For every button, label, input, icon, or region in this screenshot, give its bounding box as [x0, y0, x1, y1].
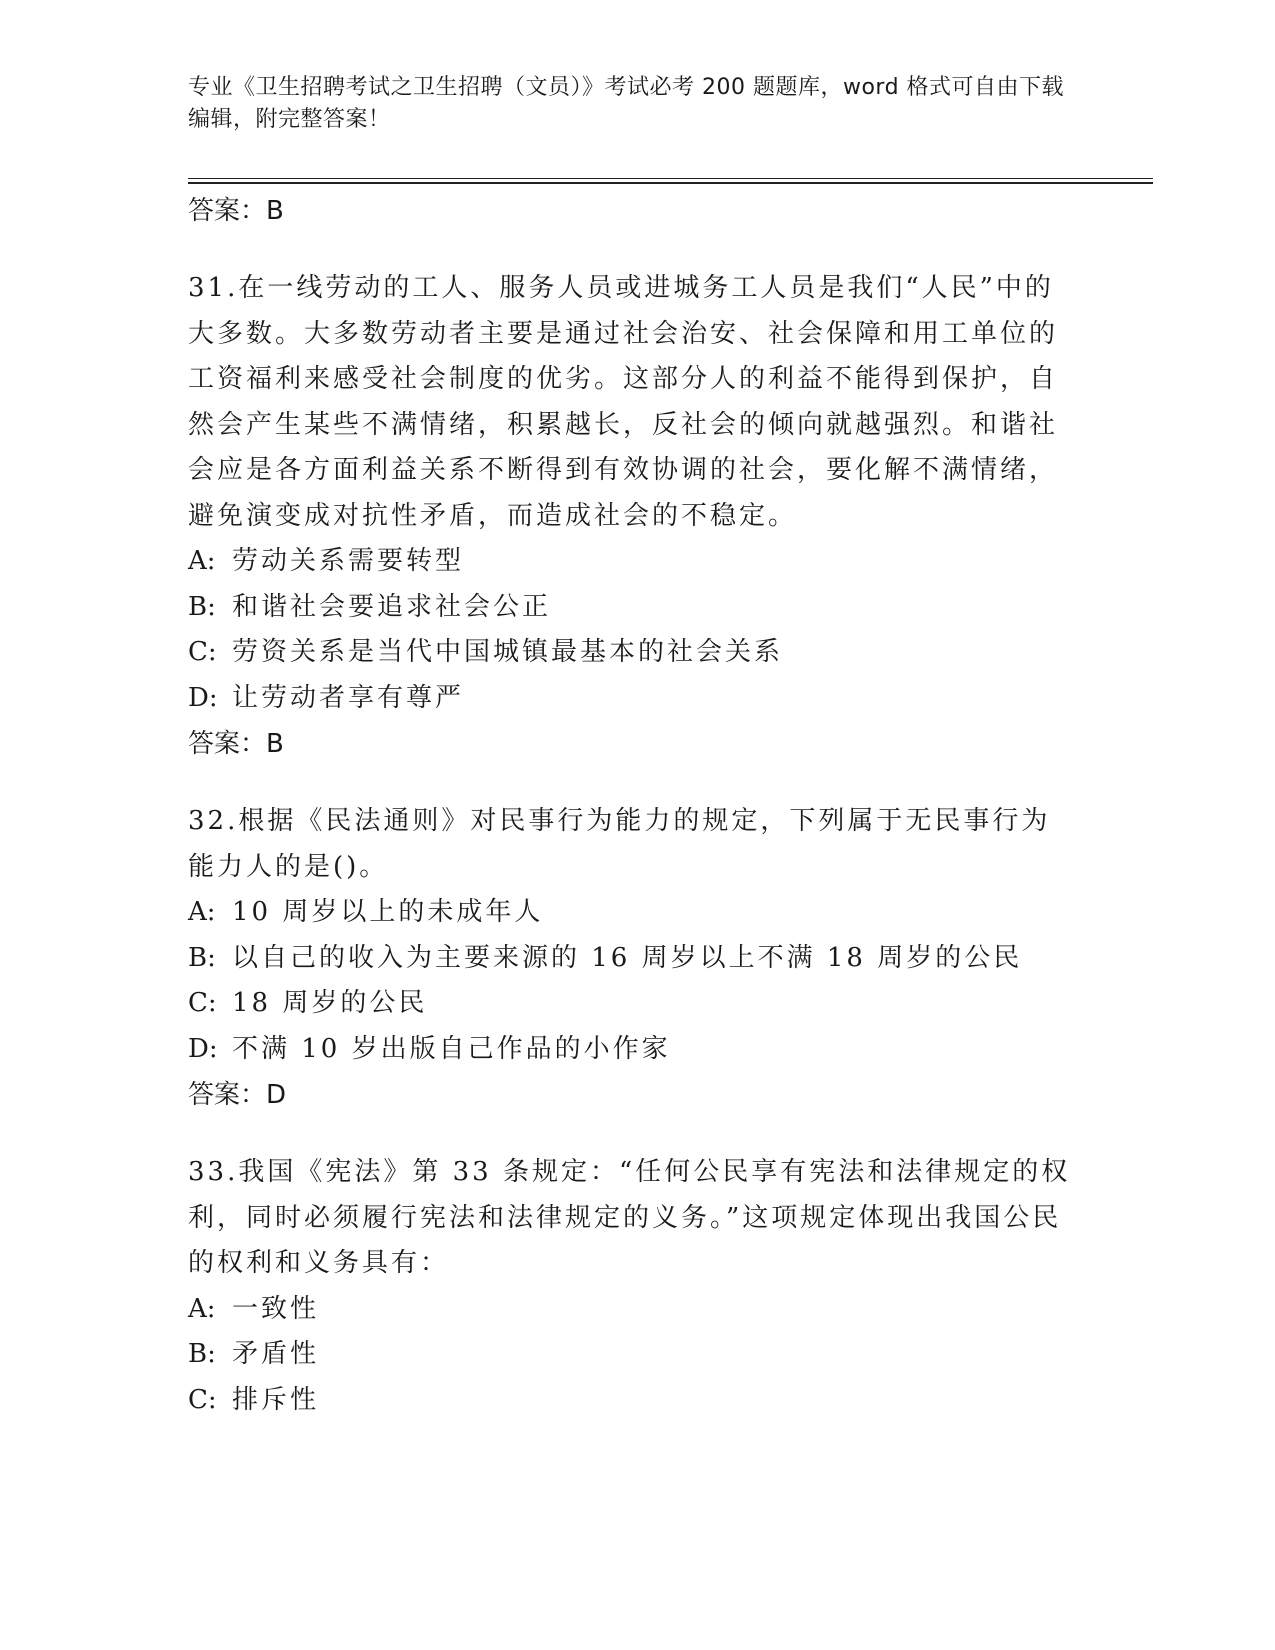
question-block	[188, 799, 1078, 1118]
option-letter: D:	[188, 1033, 218, 1064]
option-c	[188, 981, 1078, 1027]
option-letter: A:	[188, 897, 216, 927]
question-block	[188, 1150, 1078, 1423]
option-d	[188, 1027, 1078, 1073]
header-rule-thick	[188, 182, 1153, 184]
option-letter: D:	[188, 682, 218, 713]
option-b	[188, 585, 1078, 631]
option-c	[188, 630, 1078, 676]
option-text: 以自己的收入为主要来源的 16 周岁以上不满 18 周岁的公民	[232, 942, 1023, 973]
option-letter: A:	[188, 1293, 216, 1324]
option-text: 排斥性	[232, 1384, 320, 1415]
spacer	[188, 234, 1078, 266]
option-letter: B:	[188, 942, 216, 973]
option-text: 和谐社会要追求社会公正	[232, 591, 552, 622]
header-rule-thin	[188, 178, 1153, 179]
option-b	[188, 936, 1078, 982]
spacer	[188, 1118, 1078, 1150]
option-text: 18 周岁的公民	[232, 988, 428, 1018]
option-c	[188, 1378, 1078, 1424]
option-text: 一致性	[232, 1293, 320, 1324]
answer-line: 答案：B	[188, 196, 284, 226]
option-text: 让劳动者享有尊严	[232, 682, 465, 713]
option-a	[188, 890, 1078, 936]
spacer	[188, 767, 1078, 799]
answer-line: 答案：D	[188, 1080, 287, 1110]
option-d	[188, 676, 1078, 722]
option-letter: C:	[188, 988, 217, 1018]
option-letter: B:	[188, 591, 216, 622]
option-a	[188, 1287, 1078, 1333]
option-b	[188, 1332, 1078, 1378]
option-letter: C:	[188, 637, 217, 667]
document-content	[188, 188, 1078, 1423]
option-text: 10 周岁以上的未成年人	[232, 897, 544, 927]
page-header: 专业《卫生招聘考试之卫生招聘（文员）》考试必考 200 题题库，word 格式可自由下载编辑，附完整答案！	[188, 75, 1065, 132]
option-text: 劳资关系是当代中国城镇最基本的社会关系	[232, 637, 784, 667]
option-text: 矛盾性	[232, 1339, 320, 1369]
option-letter: A:	[188, 546, 216, 576]
option-text: 不满 10 岁出版自己作品的小作家	[232, 1033, 671, 1064]
question-text: 32.根据《民法通则》对民事行为能力的规定，下列属于无民事行为能力人的是()。	[188, 806, 1051, 882]
option-a	[188, 539, 1078, 585]
answer-line: 答案：B	[188, 729, 284, 759]
option-text: 劳动关系需要转型	[232, 546, 465, 576]
question-block	[188, 266, 1078, 767]
question-text: 31.在一线劳动的工人、服务人员或进城务工人员是我们“人民”中的大多数。大多数劳动者主要是通过社会治安、社会保障和用工单位的工资福利来感受社会制度的优劣。这部分人的利益不能得到保护，自然会产生某些不满情绪，积累越长，反社会的倾向就越强烈。和谐社会应是各方面利益关系不断得到有效协调的社会，要化解不满情绪，避免演变成对抗性矛盾，而造成社会的不稳定。	[188, 273, 1059, 531]
question-text: 33.我国《宪法》第 33 条规定：“任何公民享有宪法和法律规定的权利，同时必须履行宪法和法律规定的义务。”这项规定体现出我国公民的权利和义务具有：	[188, 1157, 1071, 1278]
option-letter: C:	[188, 1384, 217, 1415]
option-letter: B:	[188, 1339, 216, 1369]
